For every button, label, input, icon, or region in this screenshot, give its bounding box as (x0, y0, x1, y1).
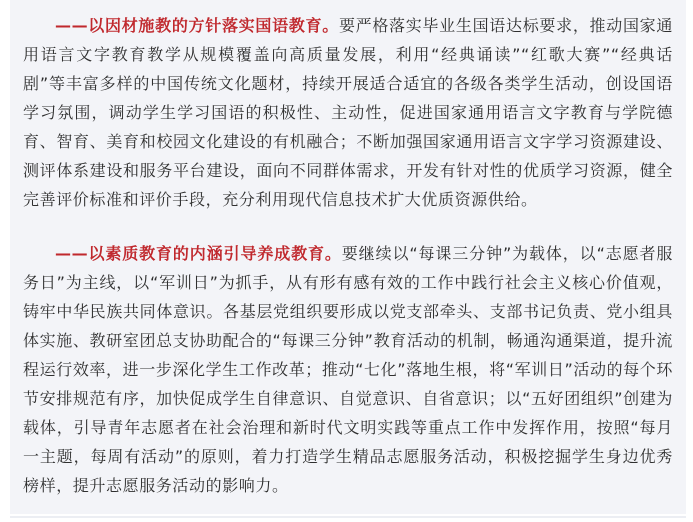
paragraph-body: 要严格落实毕业生国语达标要求，推动国家通用语言文字教育教学从规模覆盖向高质量发展，利用“经典诵读”“红歌大赛”“经典话剧”等丰富多样的中国传统文化题材，持续开展适合适宜的各级各类学生活动，创设国语学习氛围，调动学生学习国语的积极性、主动性，促进国家通用语言文字教育与学院德育、智育、美育和校园文化建设的有机融合；不断加强国家通用语言文字学习资源建设、测评体系建设和服务平台建设，面向不同群体需求，开发有针对性的优质学习资源，健全完善评价标准和评价手段，充分利用现代信息技术扩大优质资源供给。 (23, 16, 673, 209)
bottom-divider (10, 516, 686, 518)
paragraph-quality-education (23, 239, 673, 500)
article-card (10, 0, 686, 514)
paragraph-heading: ——以素质教育的内涵引导养成教育。 (55, 244, 342, 263)
paragraph-heading: ——以因材施教的方针落实国语教育。 (55, 16, 339, 35)
paragraph-body: 要继续以“每课三分钟”为载体，以“志愿者服务日”为主线，以“军训日”为抓手，从有形有感有效的工作中践行社会主义核心价值观，铸牢中华民族共同体意识。各基层党组织要形成以党支部牵头、支部书记负责、党小组具体实施、教研室团总支协助配合的“每课三分钟”教育活动的机制，畅通沟通渠道，提升流程运行效率，进一步深化学生工作改革；推动“七化”落地生根，将“军训日”活动的每个环节安排规范有序，加快促成学生自律意识、自觉意识、自省意识；以“五好团组织”创建为载体，引导青年志愿者在社会治理和新时代文明实践等重点工作中发挥作用，按照“每月一主题，每周有活动”的原则，着力打造学生精品志愿服务活动，积极挖掘学生身边优秀榜样，提升志愿服务活动的影响力。 (23, 244, 674, 495)
paragraph-mandarin-education (23, 11, 673, 214)
